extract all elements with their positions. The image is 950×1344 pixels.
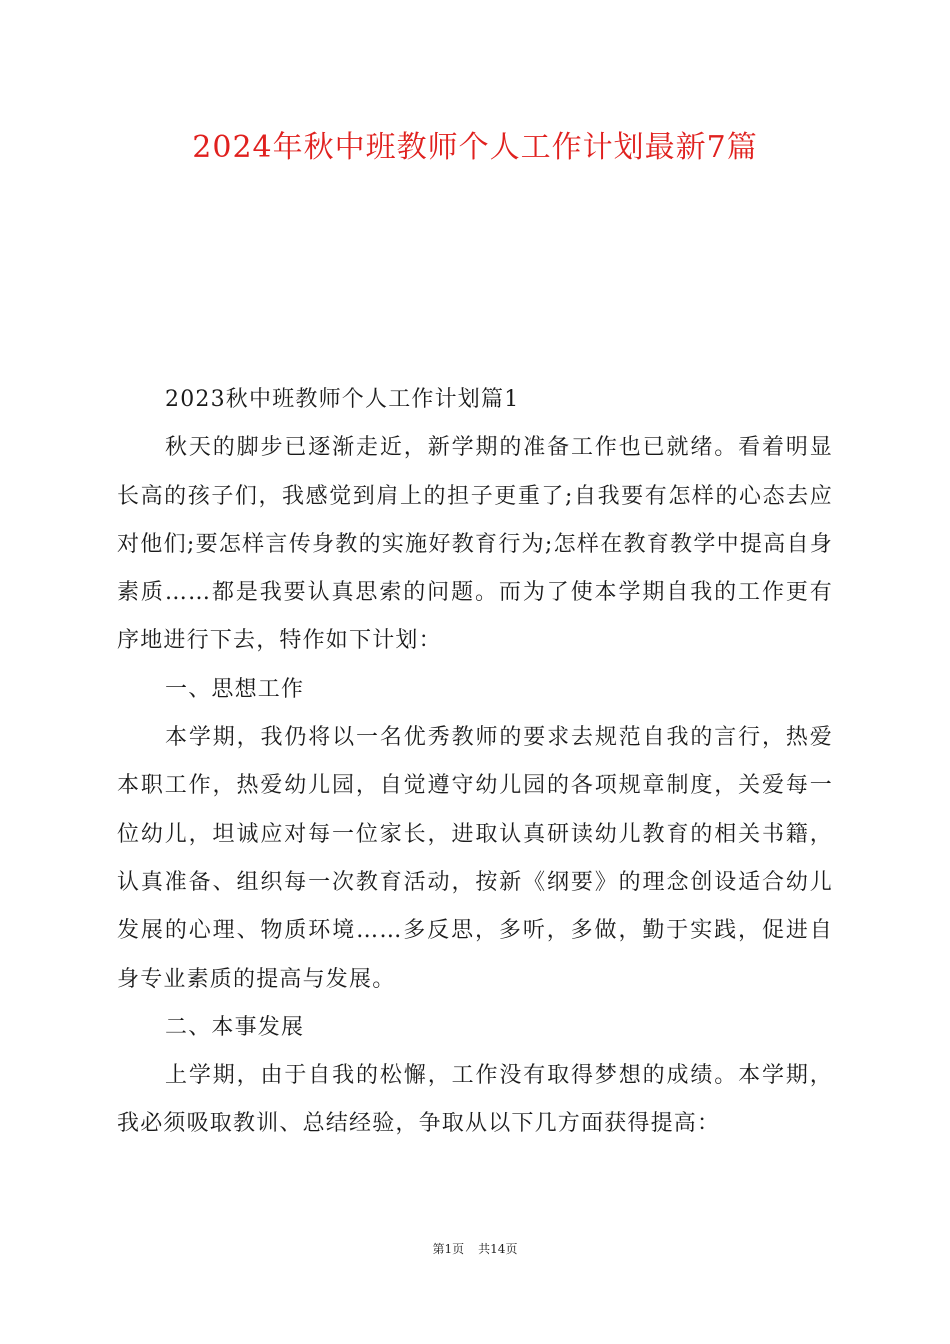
page-number: 第1页 [432, 1242, 465, 1256]
document-body [117, 376, 833, 1149]
page-total: 共14页 [478, 1242, 518, 1256]
page-footer [0, 1241, 950, 1257]
paragraph-ideology-work: 本学期，我仍将以一名优秀教师的要求去规范自我的言行，热爱本职工作，热爱幼儿园，自觉遵守幼儿园的各项规章制度，关爱每一位幼儿，坦诚应对每一位家长，进取认真研读幼儿教育的相关书籍，认真准备、组织每一次教育活动，按新《纲要》的理念创设适合幼儿发展的心理、物质环境……多反思，多听，多做，勤于实践，促进自身专业素质的提高与发展。 [117, 725, 833, 992]
paragraph-ability-development: 上学期，由于自我的松懈，工作没有取得梦想的成绩。本学期，我必须吸取教训、总结经验，争取从以下几方面获得提高： [117, 1063, 833, 1137]
section-heading: 2023秋中班教师个人工作计划篇1 [165, 387, 520, 412]
paragraph-intro: 秋天的脚步已逐渐走近，新学期的准备工作也已就绪。看着明显长高的孩子们，我感觉到肩上的担子更重了;自我要有怎样的心态去应对他们;要怎样言传身教的实施好教育行为;怎样在教育教学中提高自身素质……都是我要认真思索的问题。而为了使本学期自我的工作更有序地进行下去，特作如下计划： [117, 435, 833, 654]
heading-ideology-work: 一、思想工作 [165, 676, 305, 702]
document-title: 2024年秋中班教师个人工作计划最新7篇 [192, 130, 758, 165]
heading-ability-development: 二、本事发展 [165, 1014, 305, 1040]
